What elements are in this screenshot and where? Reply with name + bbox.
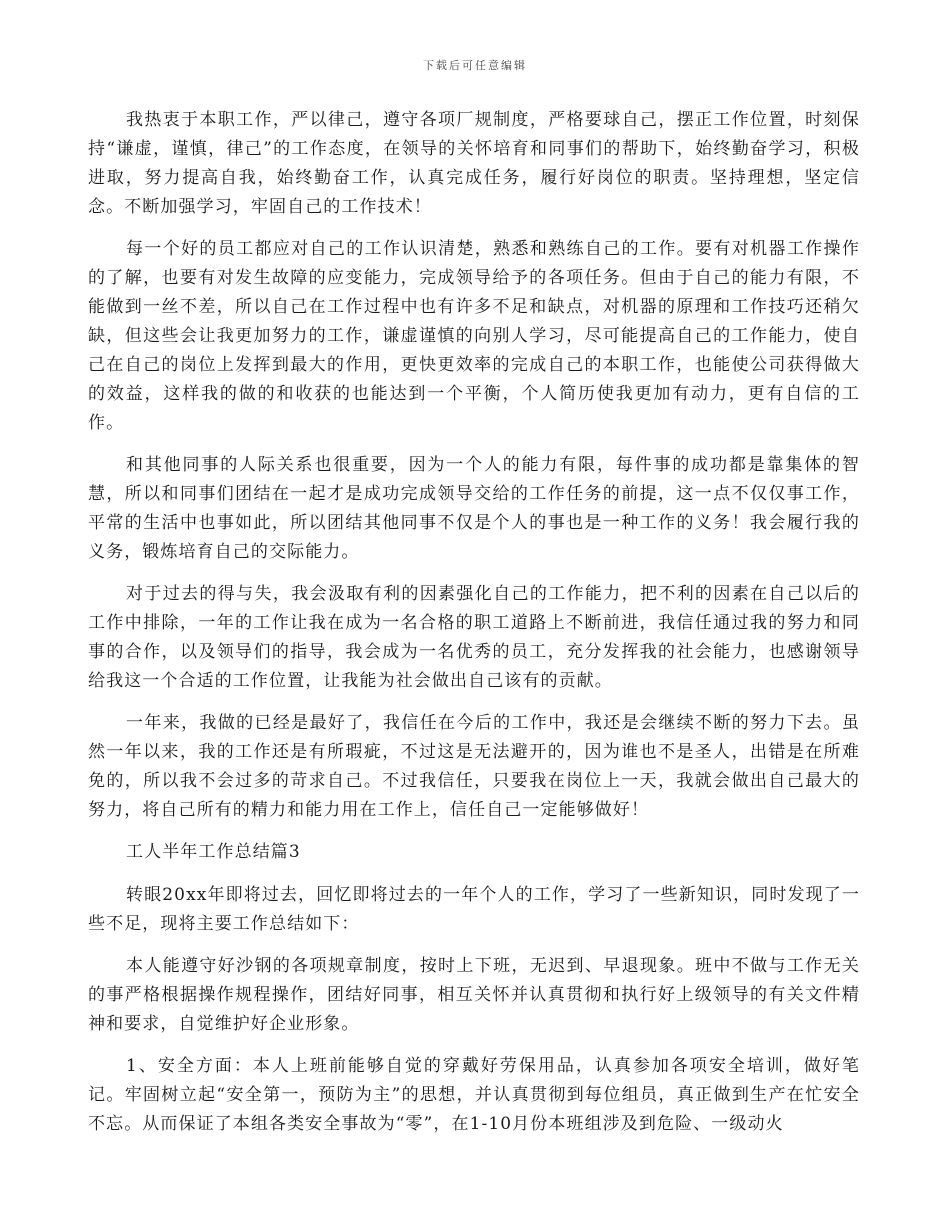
- paragraph-colleague-relations: 和其他同事的人际关系也很重要，因为一个人的能力有限，每件事的成功都是靠集体的智慧，所以和同事们团结在一起才是成功完成领导交给的工作任务的前提，这一点不仅仅事工作，平常的生活中也事如此，所以团结其他同事不仅是个人的事也是一种工作的义务！我会履行我的义务，锻炼培育自己的交际能力。: [88, 455, 860, 562]
- paragraph-year-summary: 一年来，我做的已经是最好了，我信任在今后的工作中，我还是会继续不断的努力下去。虽然一年以来，我的工作还是有所瑕疵，不过这是无法避开的，因为谁也不是圣人，出错是在所难免的，所以我不会过多的苛求自己。不过我信任，只要我在岗位上一天，我就会做出自己最大的努力，将自己所有的精力和能力用在工作上，信任自己一定能够做好！: [88, 713, 860, 820]
- section-heading: 工人半年工作总结篇3: [126, 842, 301, 862]
- paragraph-gains-losses: 对于过去的得与失，我会汲取有利的因素强化自己的工作能力，把不利的因素在自己以后的工作中排除，一年的工作让我在成为一名合格的职工道路上不断前进，我信任通过我的努力和同事的合作，以及领导们的指导，我会成为一名优秀的员工，充分发挥我的社会能力，也感谢领导给我这一个合适的工作位置，让我能为社会做出自己该有的贡献。: [88, 584, 860, 691]
- paragraph-safety: 1、安全方面：本人上班前能够自觉的穿戴好劳保用品，认真参加各项安全培训，做好笔记。牢固树立起“安全第一，预防为主”的思想，并认真贯彻到每位组员，真正做到生产在忙安全不忘。从而保证了本组各类安全事故为“零”，在1-10月份本班组涉及到危险、一级动火: [88, 1056, 860, 1134]
- paragraph-work-attitude: 我热衷于本职工作，严以律己，遵守各项厂规制度，严格要球自己，摆正工作位置，时刻保持“谦虚，谨慎，律己”的工作态度，在领导的关怀培育和同事们的帮助下，始终勤奋学习，积极进取，努力提高自我，始终勤奋工作，认真完成任务，履行好岗位的职责。坚持理想，坚定信念。不断加强学习，牢固自己的工作技术！: [88, 110, 860, 217]
- paragraph-self-knowledge: 每一个好的员工都应对自己的工作认识清楚，熟悉和熟练自己的工作。要有对机器工作操作的了解，也要有对发生故障的应变能力，完成领导给予的各项任务。但由于自己的能力有限，不能做到一丝不差，所以自己在工作过程中也有许多不足和缺点，对机器的原理和工作技巧还稍欠缺，但这些会让我更加努力的工作，谦虚谨慎的向别人学习，尽可能提高自己的工作能力，使自己在自己的岗位上发挥到最大的作用，更快更效率的完成自己的本职工作，也能使公司获得做大的效益，这样我的做的和收获的也能达到一个平衡，个人简历使我更加有动力，更有自信的工作。: [88, 239, 860, 433]
- paragraph-intro: 转眼20xx年即将过去，回忆即将过去的一年个人的工作，学习了一些新知识，同时发现了一些不足，现将主要工作总结如下：: [88, 885, 860, 934]
- document-body: [88, 106, 860, 1152]
- paragraph-rules-compliance: 本人能遵守好沙钢的各项规章制度，按时上下班，无迟到、早退现象。班中不做与工作无关的事严格根据操作规程操作，团结好同事，相互关怀并认真贯彻和执行好上级领导的有关文件精神和要求，自觉维护好企业形象。: [88, 956, 860, 1034]
- header-note: 下载后可任意编辑: [423, 59, 527, 72]
